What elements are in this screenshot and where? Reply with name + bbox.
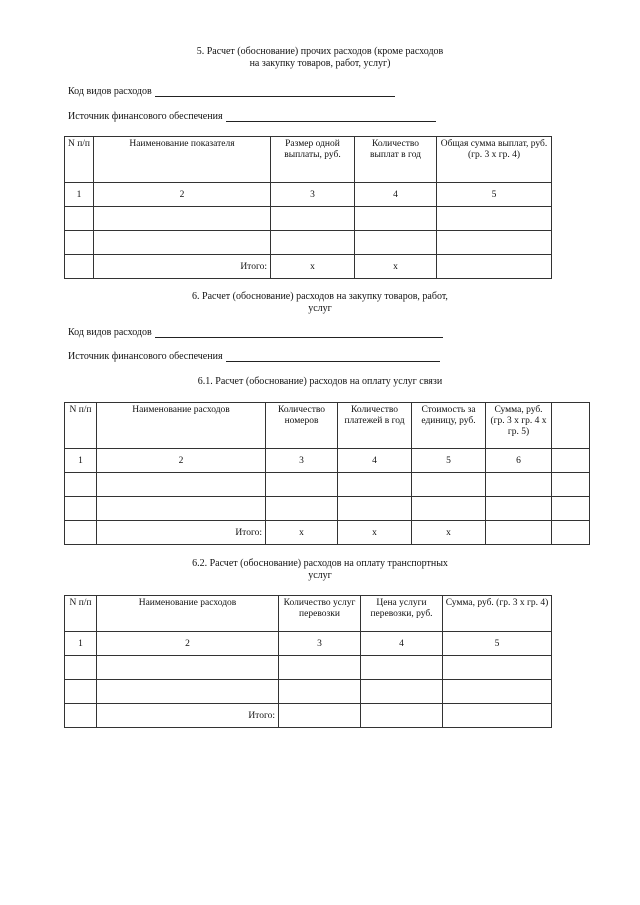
t5-n1: 1 bbox=[65, 183, 94, 207]
t61-h7 bbox=[552, 403, 590, 449]
table-6-2-number-row bbox=[65, 632, 552, 656]
t5-h3: Размер одной выплаты, руб. bbox=[271, 137, 355, 183]
t62-h3: Количество услуг перевозки bbox=[279, 596, 361, 632]
table-5 bbox=[64, 136, 552, 279]
section-5-title-line2: на закупку товаров, работ, услуг) bbox=[249, 58, 391, 69]
s5-source-line[interactable] bbox=[226, 112, 436, 122]
t61-n6: 6 bbox=[486, 449, 552, 473]
table-5-number-row bbox=[65, 183, 552, 207]
s6-source-field bbox=[68, 351, 440, 362]
t61-n7 bbox=[552, 449, 590, 473]
t61-x2: x bbox=[338, 521, 412, 545]
t5-h1: N п/п bbox=[65, 137, 94, 183]
t61-total-label: Итого: bbox=[97, 521, 266, 545]
t62-n2: 2 bbox=[97, 632, 279, 656]
t62-h5: Сумма, руб. (гр. 3 x гр. 4) bbox=[443, 596, 552, 632]
t62-n1: 1 bbox=[65, 632, 97, 656]
t5-h4: Количество выплат в год bbox=[355, 137, 437, 183]
table-6-1-header-row bbox=[65, 403, 590, 449]
s6-code-field bbox=[68, 327, 443, 338]
t62-n3: 3 bbox=[279, 632, 361, 656]
t61-n4: 4 bbox=[338, 449, 412, 473]
table-row[interactable] bbox=[65, 656, 552, 680]
s5-source-label: Источник финансового обеспечения bbox=[68, 111, 223, 122]
section-6-2-title-line2: услуг bbox=[308, 570, 332, 581]
s5-code-line[interactable] bbox=[155, 87, 395, 97]
t5-h5: Общая сумма выплат, руб. (гр. 3 x гр. 4) bbox=[437, 137, 552, 183]
section-5-title-line1: 5. Расчет (обоснование) прочих расходов (кроме расходов bbox=[196, 46, 444, 57]
t5-n5: 5 bbox=[437, 183, 552, 207]
t61-h5: Стоимость за единицу, руб. bbox=[412, 403, 486, 449]
table-row[interactable] bbox=[65, 207, 552, 231]
s6-code-label: Код видов расходов bbox=[68, 327, 152, 338]
t61-n3: 3 bbox=[266, 449, 338, 473]
section-6-1-title: 6.1. Расчет (обоснование) расходов на оплату услуг связи bbox=[197, 376, 443, 387]
t62-h2: Наименование расходов bbox=[97, 596, 279, 632]
table-row[interactable] bbox=[65, 231, 552, 255]
s6-code-line[interactable] bbox=[155, 328, 443, 338]
t5-n2: 2 bbox=[94, 183, 271, 207]
table-row[interactable] bbox=[65, 680, 552, 704]
t62-h4: Цена услуги перевозки, руб. bbox=[361, 596, 443, 632]
t5-h2: Наименование показателя bbox=[94, 137, 271, 183]
s5-code-label: Код видов расходов bbox=[68, 86, 152, 97]
table-5-header-row bbox=[65, 137, 552, 183]
t61-h6: Сумма, руб. (гр. 3 x гр. 4 x гр. 5) bbox=[486, 403, 552, 449]
t5-x1: x bbox=[271, 255, 355, 279]
t5-total-label: Итого: bbox=[94, 255, 271, 279]
section-6-title bbox=[150, 291, 490, 315]
t5-n4: 4 bbox=[355, 183, 437, 207]
section-6-2-title bbox=[140, 558, 500, 582]
table-6-1-total-row bbox=[65, 521, 590, 545]
section-6-title-line2: услуг bbox=[308, 303, 332, 314]
t61-n2: 2 bbox=[97, 449, 266, 473]
table-6-2-header-row bbox=[65, 596, 552, 632]
s6-source-label: Источник финансового обеспечения bbox=[68, 351, 223, 362]
section-5-title bbox=[130, 46, 510, 70]
t61-x1: x bbox=[266, 521, 338, 545]
t62-n5: 5 bbox=[443, 632, 552, 656]
t62-total-label: Итого: bbox=[97, 704, 279, 728]
t62-h1: N п/п bbox=[65, 596, 97, 632]
table-6-1 bbox=[64, 402, 590, 545]
t61-h3: Количество номеров bbox=[266, 403, 338, 449]
s5-code-field bbox=[68, 86, 395, 97]
t5-n3: 3 bbox=[271, 183, 355, 207]
t61-n1: 1 bbox=[65, 449, 97, 473]
s6-source-line[interactable] bbox=[226, 352, 440, 362]
t5-x2: x bbox=[355, 255, 437, 279]
table-row[interactable] bbox=[65, 473, 590, 497]
table-5-total-row bbox=[65, 255, 552, 279]
t61-h2: Наименование расходов bbox=[97, 403, 266, 449]
table-6-2 bbox=[64, 595, 552, 728]
table-row[interactable] bbox=[65, 497, 590, 521]
t61-h4: Количество платежей в год bbox=[338, 403, 412, 449]
s5-source-field bbox=[68, 111, 436, 122]
t61-n5: 5 bbox=[412, 449, 486, 473]
section-6-2-title-line1: 6.2. Расчет (обоснование) расходов на оплату транспортных bbox=[192, 558, 448, 569]
section-6-title-line1: 6. Расчет (обоснование) расходов на закупку товаров, работ, bbox=[192, 291, 448, 302]
table-6-2-total-row bbox=[65, 704, 552, 728]
t61-h1: N п/п bbox=[65, 403, 97, 449]
t61-x3: x bbox=[412, 521, 486, 545]
table-6-1-number-row bbox=[65, 449, 590, 473]
t62-n4: 4 bbox=[361, 632, 443, 656]
